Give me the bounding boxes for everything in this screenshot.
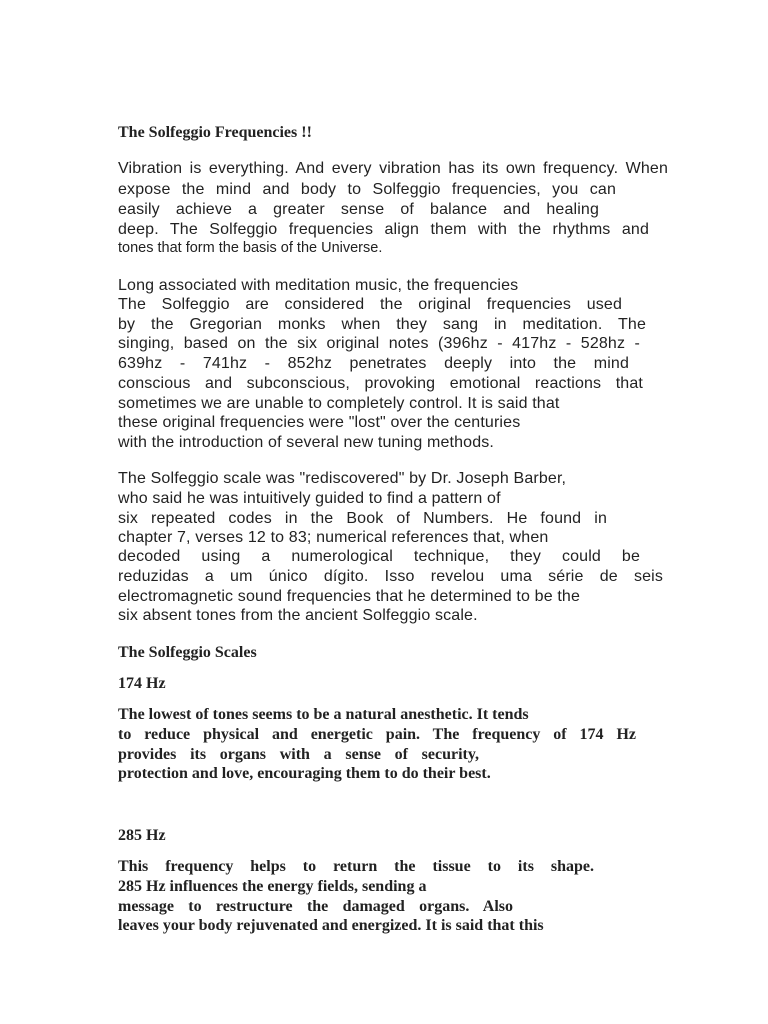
paragraph-line: sometimes we are unable to completely control. It is said that: [118, 395, 560, 412]
paragraph-line: tones that form the basis of the Universe.: [118, 240, 383, 256]
paragraph-line: expose the mind and body to Solfeggio frequencies, you can: [118, 181, 616, 198]
paragraph-line: who said he was intuitively guided to find a pattern of: [118, 490, 501, 507]
paragraph-line: The Solfeggio are considered the original frequencies used: [118, 296, 622, 313]
paragraph-line: decoded using a numerological technique, they could be: [118, 548, 640, 565]
paragraph-line: chapter 7, verses 12 to 83; numerical references that, when: [118, 529, 549, 546]
paragraph-line: deep. The Solfeggio frequencies align them with the rhythms and: [118, 221, 649, 238]
section-heading: The Solfeggio Scales: [118, 644, 257, 661]
paragraph-line: leaves your body rejuvenated and energized. It is said that this: [118, 917, 544, 934]
paragraph-line: singing, based on the six original notes (396hz - 417hz - 528hz -: [118, 335, 640, 352]
paragraph-line: these original frequencies were "lost" over the centuries: [118, 414, 521, 431]
subsection-heading-285hz: 285 Hz: [118, 827, 166, 844]
paragraph-line: 285 Hz influences the energy fields, sending a: [118, 878, 427, 895]
paragraph-line: to reduce physical and energetic pain. The frequency of 174 Hz: [118, 726, 636, 743]
paragraph-line: message to restructure the damaged organs. Also: [118, 898, 513, 915]
paragraph-line: protection and love, encouraging them to do their best.: [118, 765, 491, 782]
paragraph-line: Vibration is everything. And every vibration has its own frequency. When: [118, 160, 668, 177]
paragraph-line: conscious and subconscious, provoking emotional reactions that: [118, 375, 643, 392]
paragraph-line: six repeated codes in the Book of Numbers. He found in: [118, 510, 607, 527]
paragraph-line: This frequency helps to return the tissue to its shape.: [118, 858, 594, 875]
paragraph-line: provides its organs with a sense of security,: [118, 746, 479, 763]
paragraph-line: 639hz - 741hz - 852hz penetrates deeply into the mind: [118, 355, 629, 372]
paragraph-line: by the Gregorian monks when they sang in meditation. The: [118, 316, 646, 333]
paragraph-line: Long associated with meditation music, the frequencies: [118, 277, 519, 294]
document-title: The Solfeggio Frequencies !!: [118, 124, 312, 141]
paragraph-line: reduzidas a um único dígito. Isso revelou uma série de seis: [118, 568, 663, 585]
paragraph-line: easily achieve a greater sense of balance and healing: [118, 201, 599, 218]
paragraph-line: electromagnetic sound frequencies that he determined to be the: [118, 588, 581, 605]
paragraph-line: six absent tones from the ancient Solfeggio scale.: [118, 607, 478, 624]
paragraph-line: The Solfeggio scale was "rediscovered" by Dr. Joseph Barber,: [118, 470, 567, 487]
paragraph-line: with the introduction of several new tuning methods.: [118, 434, 495, 451]
paragraph-line: The lowest of tones seems to be a natural anesthetic. It tends: [118, 706, 529, 723]
subsection-heading-174hz: 174 Hz: [118, 675, 166, 692]
